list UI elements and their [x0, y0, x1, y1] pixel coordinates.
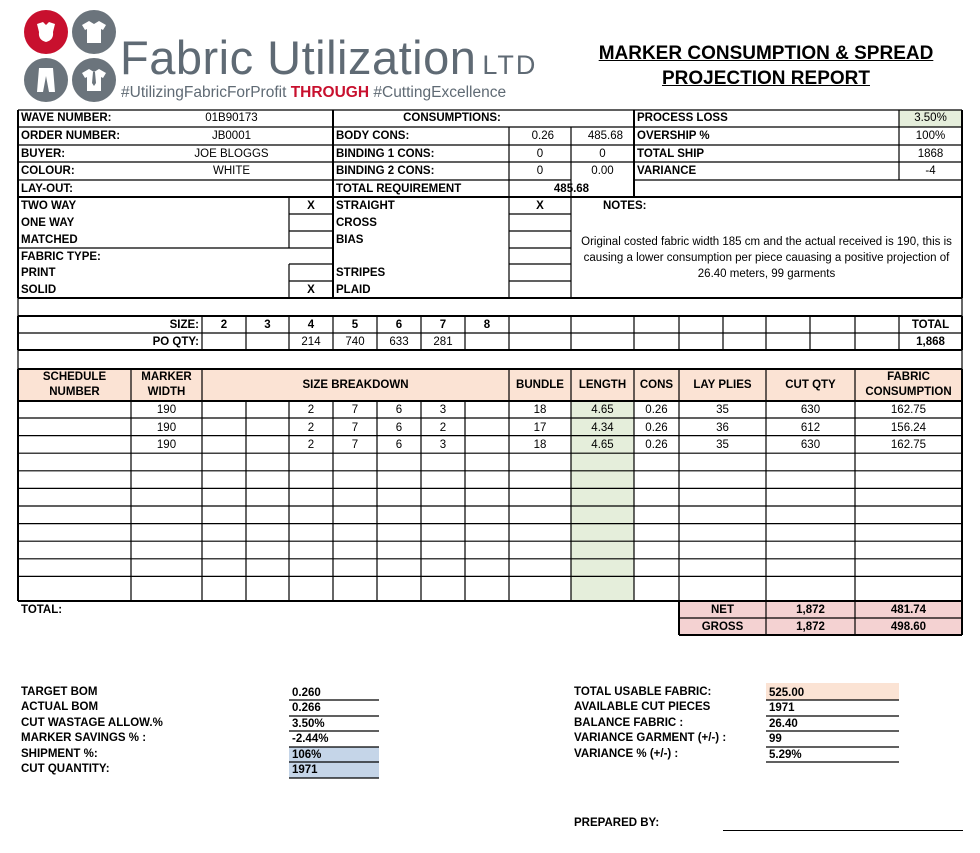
fabric-type-label: FABRIC TYPE:	[21, 251, 101, 263]
row-marker-width: 190	[156, 404, 177, 416]
row-cons: 0.26	[645, 421, 668, 434]
total-requirement-value: 485.68	[553, 183, 590, 195]
row-lay-plies: 35	[716, 404, 729, 416]
summary-left-label: CUT WASTAGE ALLOW.%	[21, 717, 163, 729]
summary-right-value: 525.00	[769, 687, 805, 699]
colour-value: WHITE	[212, 165, 251, 177]
po-qty-value: 740	[345, 336, 365, 348]
summary-left-label: CUT QUANTITY:	[21, 763, 110, 775]
logo-title: Fabric Utilization LTD	[120, 31, 538, 84]
size-value-4: 4	[307, 319, 315, 331]
total-requirement-label: TOTAL REQUIREMENT	[336, 183, 462, 195]
straight-label: STRAIGHT	[336, 200, 395, 212]
summary-left-label: TARGET BOM	[21, 686, 98, 698]
size-total-label: TOTAL	[911, 319, 950, 331]
summary-left-value: 1971	[292, 764, 318, 776]
summary-right-label: AVAILABLE CUT PIECES	[574, 701, 711, 713]
row-size-qty: 2	[307, 439, 315, 452]
buyer-value: JOE BLOGGS	[194, 148, 269, 160]
summary-left-label: MARKER SAVINGS % :	[21, 732, 147, 744]
row-size-qty: 2	[439, 421, 447, 434]
buyer-label: BUYER:	[21, 148, 66, 160]
total-ship-value: 1868	[917, 148, 944, 160]
bias-label: BIAS	[336, 234, 364, 246]
summary-right-value: 99	[769, 733, 782, 745]
size-value-6: 6	[395, 319, 403, 331]
layout-label: LAY-OUT:	[21, 183, 73, 195]
row-cut-qty: 612	[800, 421, 821, 434]
row-size-qty: 6	[395, 439, 403, 452]
header-cons: CONS	[639, 379, 674, 391]
report-title-line2: PROJECTION REPORT	[662, 68, 870, 89]
net-fabric: 481.74	[890, 604, 927, 616]
size-value-8: 8	[483, 319, 491, 331]
row-lay-plies: 35	[716, 439, 729, 452]
solid-mark: X	[307, 284, 315, 296]
stripes-label: STRIPES	[336, 267, 386, 279]
summary-left-value: 106%	[292, 749, 322, 761]
row-bundle: 17	[533, 421, 547, 434]
header-schedule: SCHEDULE NUMBER	[42, 371, 107, 398]
gross-fabric: 498.60	[890, 621, 927, 633]
row-cut-qty: 630	[800, 439, 821, 452]
solid-label: SOLID	[21, 284, 57, 296]
row-fabric-consumption: 156.24	[890, 421, 927, 434]
header-size-breakdown: SIZE BREAKDOWN	[302, 379, 409, 391]
net-qty: 1,872	[796, 604, 825, 616]
row-size-qty: 2	[307, 421, 315, 434]
body-cons-label: BODY CONS:	[336, 130, 410, 142]
binding2-label: BINDING 2 CONS:	[336, 165, 435, 177]
summary-right-label: VARIANCE GARMENT (+/-) :	[574, 732, 727, 744]
prepared-by-signature-line	[723, 830, 963, 831]
report-title-line1: MARKER CONSUMPTION & SPREAD	[598, 43, 934, 64]
row-fabric-consumption: 162.75	[890, 404, 927, 416]
summary-left-value: 0.260	[292, 687, 321, 699]
body-cons-b: 485.68	[587, 130, 623, 142]
summary-left-value: 3.50%	[292, 718, 325, 730]
consumptions-title: CONSUMPTIONS:	[403, 112, 501, 124]
one-way-label: ONE WAY	[21, 217, 75, 229]
overship-label: OVERSHIP %	[637, 130, 710, 142]
process-loss-label: PROCESS LOSS	[637, 112, 728, 124]
header-bundle: BUNDLE	[516, 379, 564, 391]
row-length: 4.34	[591, 421, 614, 434]
row-size-qty: 7	[351, 404, 359, 416]
row-cons: 0.26	[645, 404, 668, 416]
header-lay-plies: LAY PLIES	[693, 379, 752, 391]
net-label: NET	[711, 604, 734, 616]
po-qty-value: 281	[433, 336, 453, 348]
order-label: ORDER NUMBER:	[21, 130, 121, 142]
notes-text: Original costed fabric width 185 cm and the actual received is 190, this is causing a lower consumption per piece cauasing a positive projection of 26.40 meters, 99 garments	[581, 236, 952, 280]
binding1-a: 0	[536, 148, 544, 160]
binding1-b: 0	[599, 148, 606, 160]
summary-right-label: VARIANCE % (+/-) :	[574, 748, 679, 760]
po-qty-value: 214	[301, 336, 321, 348]
summary-left-value: 0.266	[292, 702, 321, 714]
binding1-label: BINDING 1 CONS:	[336, 148, 435, 160]
header-marker: MARKER WIDTH	[141, 371, 192, 398]
summary-left-value: -2.44%	[292, 733, 329, 745]
wave-value: 01B90173	[205, 112, 258, 124]
row-size-qty: 6	[395, 421, 403, 434]
total-ship-label: TOTAL SHIP	[637, 148, 705, 160]
row-length: 4.65	[591, 404, 614, 416]
row-length: 4.65	[591, 439, 614, 452]
logo-tagline: #UtilizingFabricForProfit THROUGH #CuttingExcellence	[121, 84, 507, 101]
colour-label: COLOUR:	[21, 165, 75, 177]
gross-qty: 1,872	[796, 621, 825, 633]
summary-right-label: TOTAL USABLE FABRIC:	[574, 686, 712, 698]
summary-right-value: 5.29%	[769, 749, 802, 761]
gross-label: GROSS	[701, 621, 744, 633]
row-size-qty: 7	[351, 439, 359, 452]
binding2-b: 0.00	[591, 165, 614, 177]
row-size-qty: 3	[439, 439, 447, 452]
size-label: SIZE:	[169, 319, 199, 331]
notes-label: NOTES:	[603, 200, 647, 212]
row-cut-qty: 630	[800, 404, 821, 416]
matched-label: MATCHED	[21, 234, 78, 246]
row-marker-width: 190	[156, 421, 177, 434]
overship-value: 100%	[915, 130, 946, 142]
table-total-label: TOTAL:	[21, 604, 63, 616]
row-size-qty: 2	[307, 404, 315, 416]
row-size-qty: 6	[395, 404, 403, 416]
row-bundle: 18	[533, 439, 547, 452]
straight-mark: X	[536, 200, 544, 212]
header-fabric-consumption: FABRIC CONSUMPTION	[865, 371, 952, 398]
prepared-by-label: PREPARED BY:	[574, 817, 660, 829]
summary-right-value: 26.40	[769, 718, 798, 730]
two-way-label: TWO WAY	[21, 200, 77, 212]
cross-label: CROSS	[336, 217, 377, 229]
binding2-a: 0	[536, 165, 544, 177]
po-qty-value: 633	[389, 336, 409, 348]
process-loss-value: 3.50%	[914, 112, 947, 124]
row-bundle: 18	[533, 404, 547, 416]
variance-value: -4	[925, 165, 936, 177]
size-value-3: 3	[264, 319, 271, 331]
body-cons-a: 0.26	[531, 130, 554, 142]
summary-right-label: BALANCE FABRIC :	[574, 717, 684, 729]
two-way-mark: X	[307, 200, 315, 212]
header-cut-qty: CUT QTY	[785, 379, 836, 391]
po-qty-label: PO QTY:	[152, 336, 199, 348]
size-value-2: 2	[220, 319, 228, 331]
row-fabric-consumption: 162.75	[890, 439, 927, 452]
size-value-7: 7	[439, 319, 447, 331]
size-total-value: 1,868	[916, 336, 945, 348]
row-size-qty: 3	[439, 404, 447, 416]
wave-label: WAVE NUMBER:	[21, 112, 112, 124]
print-label: PRINT	[21, 267, 56, 279]
row-marker-width: 190	[156, 439, 177, 452]
row-size-qty: 7	[351, 421, 359, 434]
summary-left-label: ACTUAL BOM	[21, 701, 99, 713]
header-length: LENGTH	[578, 379, 627, 391]
plaid-label: PLAID	[336, 284, 371, 296]
summary-left-label: SHIPMENT %:	[21, 748, 98, 760]
order-value: JB0001	[211, 130, 251, 142]
row-cons: 0.26	[645, 439, 668, 452]
logo-ltd: LTD	[482, 50, 538, 80]
variance-label: VARIANCE	[637, 165, 697, 177]
row-lay-plies: 36	[716, 421, 729, 434]
size-value-5: 5	[351, 319, 359, 331]
summary-right-value: 1971	[769, 702, 795, 714]
